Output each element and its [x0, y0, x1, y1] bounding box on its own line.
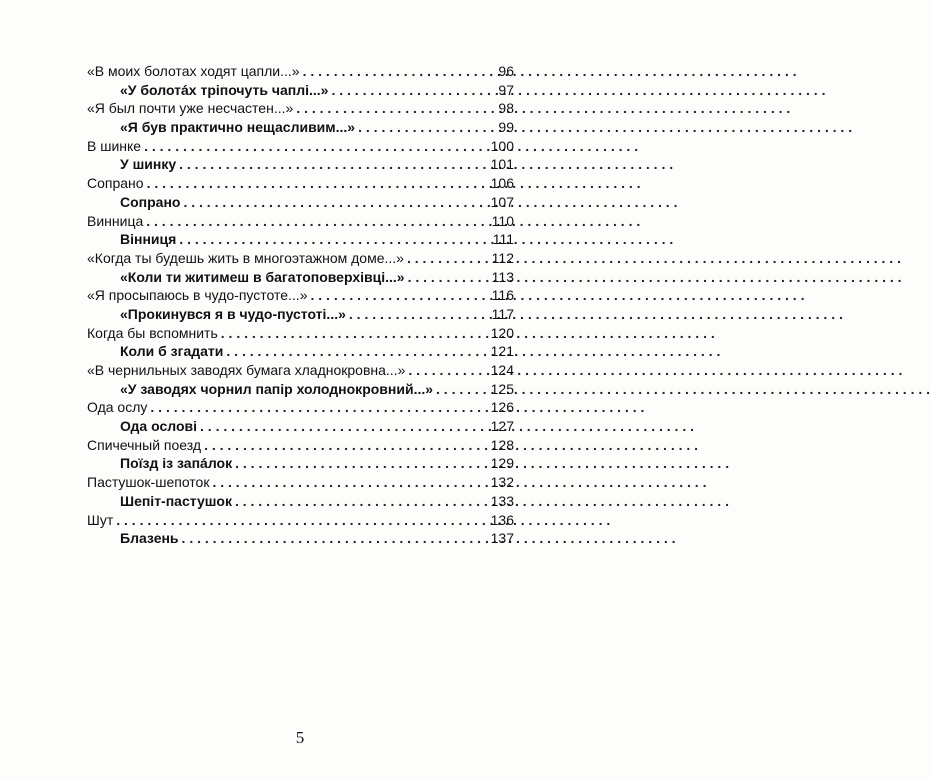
toc-entry [87, 81, 514, 100]
toc-entry-page: 100 [490, 137, 514, 154]
toc-entry-page: 111 [492, 231, 514, 248]
toc-entry-page: 128 [490, 436, 514, 453]
toc-entry-page: 98 [498, 100, 514, 117]
toc-entry-title: «У заводях чорнил папір холоднокровний...» [120, 380, 434, 397]
toc-entry [87, 529, 514, 548]
toc-entry [87, 436, 514, 455]
toc-entry-page: 112 [491, 249, 514, 266]
toc-entry-title: «В моих болотах ходят цапли...» [87, 63, 300, 79]
toc-entry-title: Когда бы вспомнить [87, 324, 218, 341]
toc-entry [87, 342, 514, 361]
toc-entry-title: В шинке [87, 137, 142, 154]
toc-entry-title: Коли б згадати [120, 343, 224, 360]
toc-entry-title: Поїзд із запáлок [120, 455, 233, 472]
toc-entry-title: Сопрано [87, 175, 144, 192]
toc-entry-title: «Я был почти уже несчастен...» [87, 100, 294, 117]
toc-entry [87, 324, 514, 343]
toc-entry [87, 155, 514, 174]
toc-entry-title: Шут [87, 511, 114, 528]
toc-entry [87, 398, 514, 417]
toc-entry [87, 417, 514, 436]
toc-entry-title: «Я просыпаюсь в чудо-пустоте...» [87, 287, 308, 304]
table-of-contents [87, 62, 514, 548]
dot-leader [328, 81, 498, 100]
toc-entry-page: 132 [490, 474, 514, 491]
dot-leader [307, 286, 491, 305]
toc-entry-title: Ода ослу [87, 399, 148, 416]
toc-entry-title: «У болотáх тріпочуть чаплі...» [120, 81, 329, 98]
toc-entry-title: Спичечный поезд [87, 436, 202, 453]
toc-entry [87, 174, 514, 193]
toc-entry [87, 193, 514, 212]
toc-entry-title: Блазень [120, 530, 179, 547]
toc-entry [87, 118, 514, 137]
toc-entry-page: 137 [490, 530, 514, 547]
dot-leader [147, 398, 490, 417]
dot-leader [405, 361, 490, 380]
dot-leader [232, 492, 491, 511]
dot-leader [180, 193, 490, 212]
toc-entry [87, 137, 514, 156]
dot-leader [404, 249, 492, 268]
dot-leader [143, 212, 491, 231]
dot-leader [197, 417, 491, 436]
toc-entry-page: 127 [490, 418, 514, 435]
toc-entry-page: 101 [490, 156, 514, 173]
toc-entry-title: У шинку [120, 156, 177, 173]
dot-leader [141, 137, 491, 156]
dot-leader [405, 268, 492, 287]
toc-entry-title: «В чернильных заводях бумага хладнокровна...» [87, 362, 406, 378]
toc-entry-page: 121 [490, 343, 514, 360]
dot-leader [144, 174, 491, 193]
toc-entry-page: 126 [490, 399, 514, 416]
dot-leader [176, 230, 492, 249]
toc-entry [87, 380, 514, 399]
toc-entry-page: 129 [490, 455, 514, 472]
toc-entry-page: 116 [491, 287, 514, 304]
toc-entry [87, 511, 514, 530]
dot-leader [346, 305, 492, 324]
dot-leader [176, 155, 491, 174]
toc-entry [87, 473, 514, 492]
toc-entry-page: 106 [490, 175, 514, 192]
toc-entry-page: 113 [491, 268, 514, 285]
dot-leader [223, 342, 490, 361]
toc-entry [87, 268, 514, 287]
toc-entry-page: 97 [498, 81, 514, 98]
toc-entry [87, 454, 514, 473]
dot-leader [232, 454, 491, 473]
toc-entry-page: 120 [490, 324, 514, 341]
toc-entry-title: «Коли ти житимеш в багатоповерхівці...» [120, 268, 405, 285]
toc-entry-page: 110 [491, 212, 514, 229]
toc-entry [87, 286, 514, 305]
toc-entry [87, 492, 514, 511]
toc-entry-title: Ода ослові [120, 418, 198, 435]
toc-entry-title: Шепіт-пастушок [120, 492, 232, 509]
toc-entry [87, 212, 514, 231]
toc-entry-page: 133 [490, 492, 514, 509]
toc-entry [87, 230, 514, 249]
toc-entry-title: «Я був практично нещасливим...» [120, 119, 356, 136]
toc-entry [87, 99, 514, 118]
toc-entry-page: 96 [498, 63, 514, 79]
toc-entry-title: Пастушок-шепоток [87, 474, 210, 491]
page-number: 5 [295, 728, 305, 747]
toc-entry-title: Винница [87, 212, 144, 229]
toc-entry-page: 117 [491, 305, 514, 322]
toc-entry-page: 125 [490, 380, 514, 397]
toc-entry-title: Вінниця [120, 231, 177, 248]
toc-entry [87, 305, 514, 324]
dot-leader [300, 62, 499, 81]
toc-entry-page: 107 [490, 193, 514, 210]
dot-leader [218, 324, 491, 343]
dot-leader [179, 529, 491, 548]
dot-leader [209, 473, 490, 492]
dot-leader [293, 99, 498, 118]
toc-entry-title: «Прокинувся я в чудо-пустоті...» [120, 305, 346, 322]
toc-entry-title: Сопрано [120, 193, 181, 210]
toc-entry-page: 136 [490, 511, 514, 528]
toc-entry-page: 124 [490, 362, 514, 378]
toc-entry [87, 62, 514, 81]
toc-entry-title: «Когда ты будешь жить в многоэтажном доме...» [87, 249, 404, 266]
dot-leader [433, 380, 491, 399]
toc-entry [87, 249, 514, 268]
dot-leader [201, 436, 491, 455]
dot-leader [113, 511, 490, 530]
toc-entry [87, 361, 514, 380]
dot-leader [355, 118, 498, 137]
toc-entry-page: 99 [498, 119, 514, 136]
